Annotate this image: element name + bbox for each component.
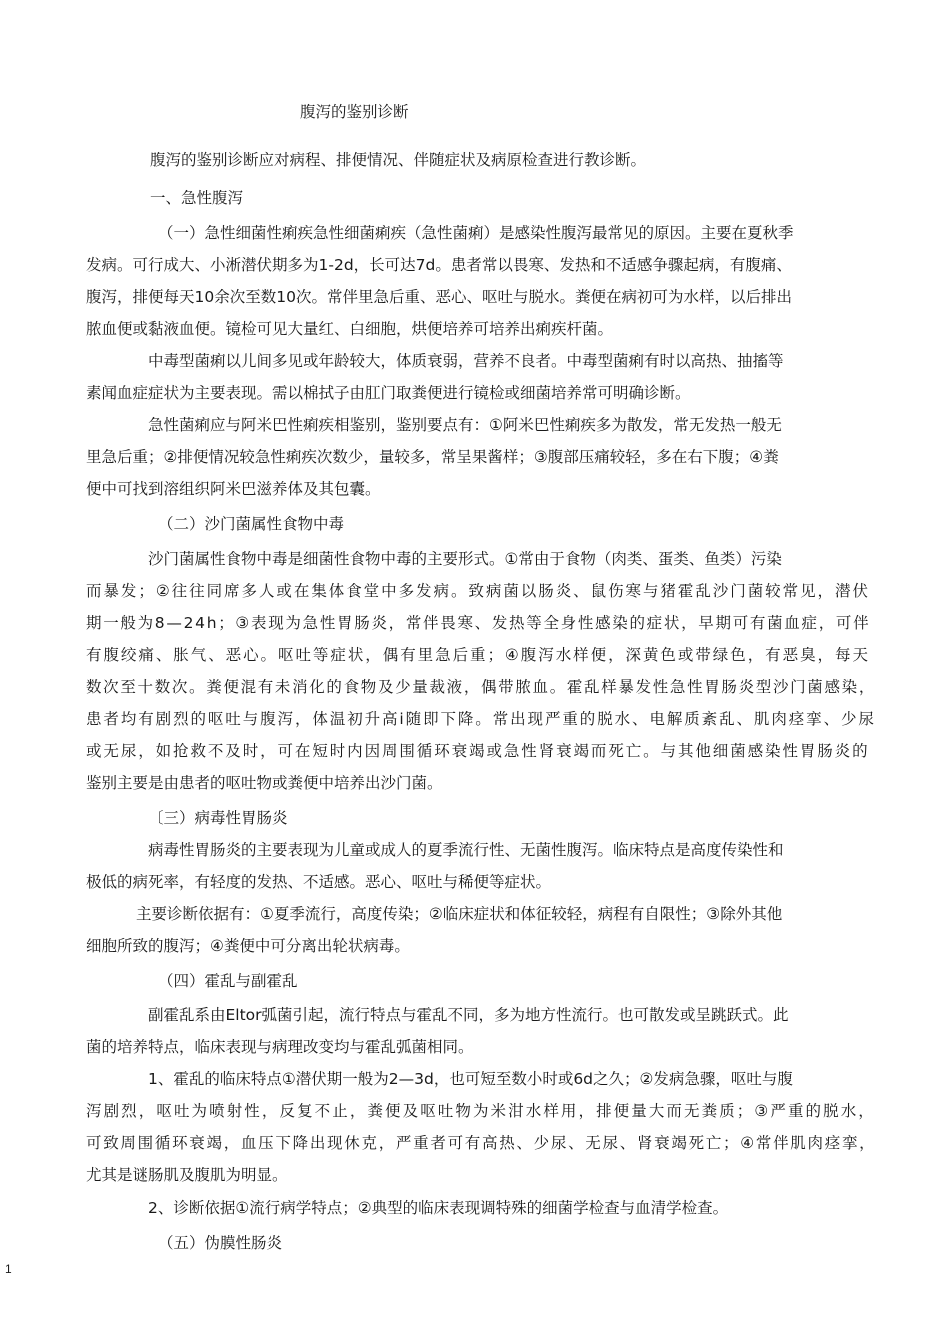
text-line: 患者均有剧烈的呕吐与腹泻，体温初升高ⅰ随即下降。常出现严重的脱水、电解质紊乱、肌肉痉挛、少尿 <box>86 710 876 728</box>
text-line: 有腹绞痛、胀气、恶心。呕吐等症状，偶有里急后重；④腹泻水样便，深黄色或带绿色，有恶臭，每天 <box>86 646 870 664</box>
text-line: 便中可找到溶组织阿米巴滋养体及其包囊。 <box>86 480 381 498</box>
text-line: 2、诊断依据①流行病学特点；②典型的临床表现调特殊的细菌学检查与血清学检查。 <box>148 1199 729 1217</box>
text-line: 〔三）病毒性胃肠炎 <box>148 809 288 827</box>
text-line: 里急后重；②排便情况较急性痢疾次数少，量较多，常呈果酱样；③腹部压痛较轻，多在右下腹；④粪 <box>86 448 779 466</box>
text-line: 主要诊断依据有：①夏季流行，高度传染；②临床症状和体征较轻，病程有自限性；③除外其他 <box>136 905 783 923</box>
text-line: 脓血便或黏液血便。镜检可见大量红、白细胞，烘便培养可培养出痢疾杆菌。 <box>86 320 614 338</box>
text-line: 腹泻，排便每天10余次至数10次。常伴里急后重、恶心、呕吐与脱水。粪便在病初可为水样，以后排出 <box>86 288 792 306</box>
text-line: 发病。可行成大、小淅潜伏期多为1-2d，长可达7d。患者常以畏寒、发热和不适感争骤起病，有腹痛、 <box>86 256 792 274</box>
text-line: 可致周围循环衰竭，血压下降出现休克，严重者可有高热、少尿、无尿、肾衰竭死亡；④常伴肌肉痉挛， <box>86 1134 877 1152</box>
text-line: 细胞所致的腹泻；④粪便中可分离出轮状病毒。 <box>86 937 410 955</box>
text-line: 1、霍乱的临床特点①潜伏期一般为2—3d，也可短至数小时或6d之久；②发病急骤，呕吐与腹 <box>148 1070 793 1088</box>
text-line: 数次至十数次。粪便混有未消化的食物及少量裁液，偶带脓血。霍乱样暴发性急性胃肠炎型沙门菌感染， <box>86 678 877 696</box>
text-line: 极低的病死率，有轻度的发热、不适感。恶心、呕吐与稀便等症状。 <box>86 873 552 891</box>
text-line: （二）沙门菌属性食物中毒 <box>158 515 345 533</box>
text-line: 或无尿，如抢救不及时，可在短时内因周围循环衰竭或急性肾衰竭而死亡。与其他细菌感染性胃肠炎的 <box>86 742 870 760</box>
text-line: 期一般为8—24h；③表现为急性胃肠炎，常伴畏寒、发热等全身性感染的症状，早期可有菌血症，可伴 <box>86 614 871 632</box>
text-line: 病毒性胃肠炎的主要表现为儿童或成人的夏季流行性、无菌性腹泻。临床特点是高度传染性和 <box>148 841 784 859</box>
text-line: （一）急性细菌性痢疾急性细菌痢疾（急性菌痢）是感染性腹泻最常见的原因。主要在夏秋季 <box>158 224 794 242</box>
text-line: 中毒型菌痢以儿间多见或年龄较大，体质衰弱，营养不良者。中毒型菌痢有时以高热、抽搐等 <box>148 352 784 370</box>
text-line: 沙门菌属性食物中毒是细菌性食物中毒的主要形式。①常由于食物（肉类、蛋类、鱼类）污染 <box>148 550 782 568</box>
text-line: 素闻血症症状为主要表现。需以棉拭子由肛门取粪便进行镜检或细菌培养常可明确诊断。 <box>86 384 691 402</box>
page-number: 1 <box>5 1262 12 1276</box>
text-line: （四）霍乱与副霍乱 <box>158 972 298 990</box>
text-line: 腹泻的鉴别诊断应对病程、排便情况、伴随症状及病原检查进行教诊断。 <box>150 151 647 169</box>
text-line: 副霍乱系由Eltor弧菌引起，流行特点与霍乱不同，多为地方性流行。也可散发或呈跳跃式。此 <box>148 1006 789 1024</box>
text-line: 一、急性腹泻 <box>150 189 244 207</box>
text-line: 菌的培养特点，临床表现与病理改变均与霍乱弧菌相同。 <box>86 1038 474 1056</box>
text-line: 尤其是谜肠肌及腹肌为明显。 <box>86 1166 288 1184</box>
text-line: 鉴别主要是由患者的呕吐物或粪便中培养出沙门菌。 <box>86 774 443 792</box>
text-line: 而暴发；②往往同席多人或在集体食堂中多发病。致病菌以肠炎、鼠伤寒与猪霍乱沙门菌较常见，潜伏 <box>86 582 870 600</box>
text-line: 泻剧烈，呕吐为喷射性，反复不止，粪便及呕吐物为米泔水样用，排便量大而无粪质；③严重的脱水， <box>86 1102 876 1120</box>
text-line: 急性菌痢应与阿米巴性痢疾相鉴别，鉴别要点有：①阿米巴性痢疾多为散发，常无发热一般无 <box>148 416 782 434</box>
text-line: （五）伪膜性肠炎 <box>158 1234 283 1252</box>
document-title: 腹泻的鉴别诊断 <box>300 103 409 121</box>
